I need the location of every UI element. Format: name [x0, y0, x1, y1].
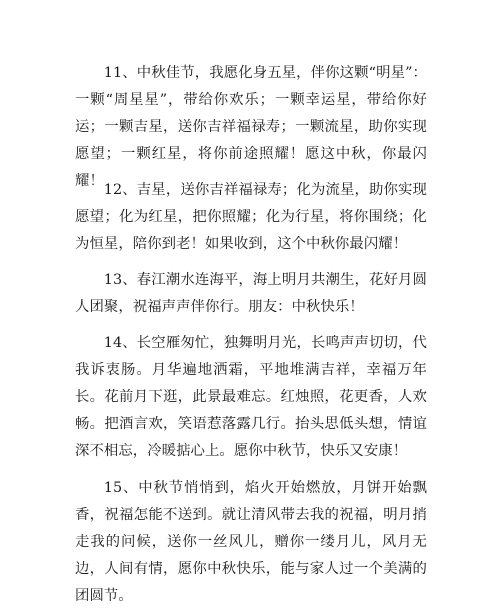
paragraph-13: 13、春江潮水连海平，海上明月共潮生，花好月圆人团聚，祝福声声伴你行。朋友：中秋快乐！ [75, 272, 427, 315]
paragraph-14: 14、长空雁匆忙，独舞明月光，长鸣声声切切，代我诉衷肠。月华遍地洒霜，平地堆满吉祥，幸福万年长。花前月下逛，此景最难忘。红烛照，花更香，人欢畅。把酒言欢，笑语惹落露几行。抬头思低头想，情谊深不相忘，冷暖掂心上。愿你中秋节，快乐又安康！ [75, 335, 427, 459]
paragraph-15: 15、中秋节悄悄到，焰火开始燃放，月饼开始飘香，祝福怎能不送到。就让清风带去我的祝福，明月捎走我的问候，送你一丝风儿，赠你一缕月儿，风月无边，人间有情，愿你中秋快乐，能与家人过一个美满的团圆节。 [75, 480, 427, 604]
paragraph-12: 12、吉星，送你吉祥福禄寿；化为流星，助你实现愿望；化为红星，把你照耀；化为行星，将你围绕；化为恒星，陪你到老！如果收到，这个中秋你最闪耀！ [75, 182, 427, 252]
paragraph-11: 11、中秋佳节，我愿化身五星，伴你这颗“明星”：一颗“周星星”，带给你欢乐；一颗幸运星，带给你好运；一颗吉星，送你吉祥福禄寿；一颗流星，助你实现愿望；一颗红星，将你前途照耀！愿这中秋，你最闪耀！ [75, 65, 427, 189]
